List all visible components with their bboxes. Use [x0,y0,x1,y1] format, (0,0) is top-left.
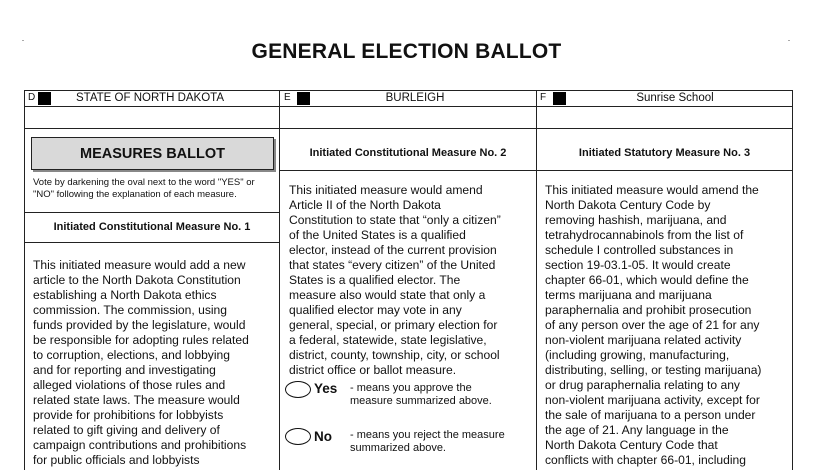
grid-line [536,90,537,470]
grid-line [279,90,280,470]
jurisdiction-county: BURLEIGH [385,92,445,104]
measures-ballot-heading: MEASURES BALLOT [31,137,274,170]
grid-line [792,90,793,470]
timing-mark [297,92,310,105]
grid-line [24,106,792,107]
jurisdiction-state: STATE OF NORTH DAKOTA [75,92,225,104]
grid-line [24,212,279,213]
district-code: D [28,92,36,103]
grid-line [279,170,792,171]
no-oval[interactable] [285,428,311,445]
jurisdiction-school: Sunrise School [636,92,714,104]
scan-mark [22,40,24,41]
grid-line [24,90,25,470]
timing-mark [38,92,51,105]
yes-description: - means you approve the measure summarized above. [350,382,492,407]
yes-label: Yes [314,381,338,396]
yes-oval[interactable] [285,381,311,398]
district-code: E [284,92,291,103]
measure-2-text: This initiated measure would amend Article II of the North Dakota Constitution to state that “only a citizen” of the United States is a qualified elector, instead of the current provision that states “every citizen” of the United States is a qualified elector. The measure also would state that only a qualified elector may vote in any general, special, or primary election for a federal, statewide, state legislative, district, county, township, city, or school district office or ballot measure. [289,183,501,377]
scan-mark [788,40,790,41]
voting-instructions: Vote by darkening the oval next to the word "YES" or "NO" following the explanation of each measure. [33,177,255,200]
measure-3-text: This initiated measure would amend the North Dakota Century Code by removing hashish, marijuana, and tetrahydrocannabinols from the list of schedule I controlled substances in section 19-03.1-05. It would create chapter 66-01, which would define the terms marijuana and marijuana paraphernalia and prohibit prosecution of any person over the age of 21 for any non-violent marijuana related activity (including growing, manufacturing, distributing, selling, or testing marijuana) or drug paraphernalia relating to any non-violent marijuana activity, except for the sale of marijuana to a person under the age of 21. Any language in the North Dakota Century Code that conflicts with chapter 66-01, including [545,183,762,467]
no-description: - means you reject the measure summarized above. [350,429,505,454]
timing-mark [553,92,566,105]
ballot-title: GENERAL ELECTION BALLOT [251,40,562,63]
measure-3-title: Initiated Statutory Measure No. 3 [578,147,751,159]
measure-1-text: This initiated measure would add a new article to the North Dakota Constitution establishing a North Dakota ethics commission. The commission, using funds provided by the legislature, would be responsible for adopting rules related to corruption, elections, and lobbying and for reporting and investigating alleged violations of those rules and related state laws. The measure would provide for prohibitions for lobbyists related to gift giving and delivery of campaign contributions and prohibitions for public officials and lobbyists [33,258,249,467]
no-label: No [314,429,332,444]
grid-line [24,90,792,91]
district-code: F [540,92,547,103]
measure-2-title: Initiated Constitutional Measure No. 2 [309,147,507,159]
grid-line [24,128,792,129]
measure-1-title: Initiated Constitutional Measure No. 1 [53,221,251,233]
grid-line [24,242,279,243]
